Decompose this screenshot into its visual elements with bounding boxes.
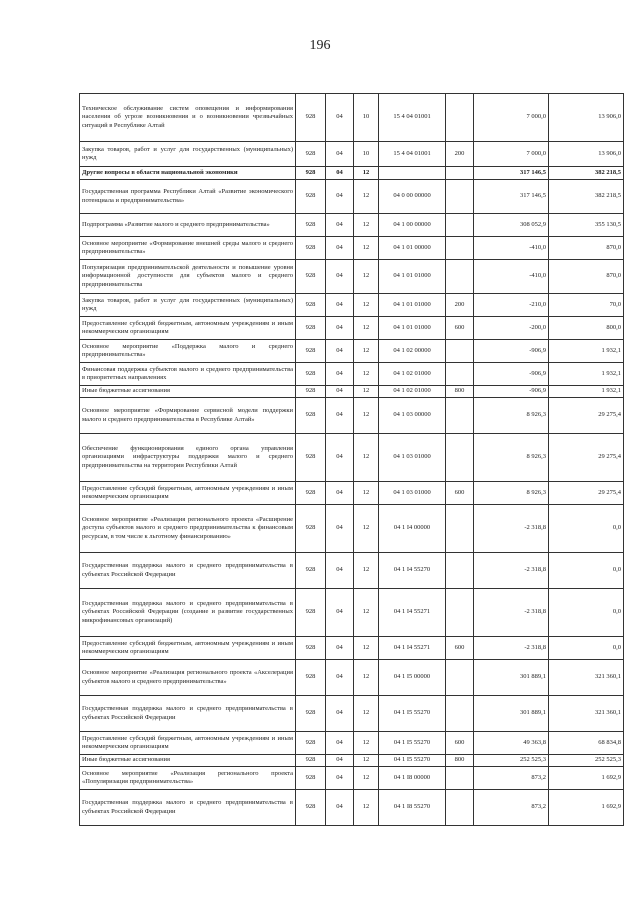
row-section: 04 [326, 94, 354, 142]
row-sum-total: 252 525,3 [549, 755, 624, 767]
table-row [80, 398, 624, 434]
row-sum-change: -906,9 [474, 386, 549, 398]
row-admin-code: 928 [296, 237, 326, 260]
row-admin-code: 928 [296, 167, 326, 180]
row-subsection: 12 [354, 505, 379, 553]
row-target-article: 04 0 00 00000 [379, 180, 446, 214]
row-target-article: 15 4 04 01001 [379, 94, 446, 142]
table-row [80, 94, 624, 142]
row-subsection: 12 [354, 660, 379, 696]
row-sum-total: 321 360,1 [549, 660, 624, 696]
row-expense-type [446, 434, 474, 482]
row-expense-type [446, 260, 474, 294]
row-target-article: 04 1 01 01000 [379, 294, 446, 317]
row-admin-code: 928 [296, 386, 326, 398]
page-number: 196 [309, 38, 331, 53]
table-row [80, 260, 624, 294]
row-sum-change: -410,0 [474, 260, 549, 294]
row-target-article: 04 1 I4 00000 [379, 505, 446, 553]
row-expense-type [446, 553, 474, 589]
row-expense-type [446, 237, 474, 260]
row-expense-type [446, 767, 474, 790]
row-sum-change: -2 318,8 [474, 505, 549, 553]
row-expense-type [446, 214, 474, 237]
row-subsection: 12 [354, 434, 379, 482]
row-admin-code: 928 [296, 434, 326, 482]
row-target-article: 04 1 I4 55271 [379, 589, 446, 637]
row-sum-total: 0,0 [549, 637, 624, 660]
row-sum-change: -2 318,8 [474, 589, 549, 637]
row-section: 04 [326, 553, 354, 589]
row-section: 04 [326, 589, 354, 637]
table-row [80, 790, 624, 826]
row-target-article: 04 1 02 01000 [379, 363, 446, 386]
row-sum-change: 8 926,3 [474, 482, 549, 505]
row-sum-total: 321 360,1 [549, 696, 624, 732]
row-expense-type [446, 167, 474, 180]
row-admin-code: 928 [296, 696, 326, 732]
row-sum-change: -2 318,8 [474, 637, 549, 660]
row-target-article: 04 1 00 00000 [379, 214, 446, 237]
row-target-article: 04 1 I8 55270 [379, 790, 446, 826]
row-section: 04 [326, 294, 354, 317]
row-name: Основное мероприятие «Поддержка малого и среднего предпринимательства» [80, 340, 296, 363]
row-expense-type: 200 [446, 142, 474, 167]
table-row [80, 589, 624, 637]
row-sum-total: 0,0 [549, 589, 624, 637]
row-target-article: 04 1 03 01000 [379, 434, 446, 482]
row-section: 04 [326, 363, 354, 386]
row-subsection: 12 [354, 363, 379, 386]
row-sum-total: 1 692,9 [549, 767, 624, 790]
row-target-article: 04 1 01 00000 [379, 237, 446, 260]
row-admin-code: 928 [296, 505, 326, 553]
row-admin-code: 928 [296, 553, 326, 589]
row-target-article: 04 1 I5 00000 [379, 660, 446, 696]
row-target-article: 04 1 I5 55270 [379, 755, 446, 767]
row-expense-type [446, 660, 474, 696]
row-sum-change: 252 525,3 [474, 755, 549, 767]
row-sum-total: 29 275,4 [549, 434, 624, 482]
table-row [80, 553, 624, 589]
table-row [80, 237, 624, 260]
row-sum-total: 13 906,0 [549, 94, 624, 142]
row-subsection: 12 [354, 180, 379, 214]
row-target-article: 04 1 I8 00000 [379, 767, 446, 790]
table-row [80, 732, 624, 755]
row-section: 04 [326, 637, 354, 660]
row-sum-change: -2 318,8 [474, 553, 549, 589]
row-sum-change: 873,2 [474, 767, 549, 790]
row-sum-total: 382 218,5 [549, 180, 624, 214]
table-row [80, 214, 624, 237]
row-sum-total: 29 275,4 [549, 482, 624, 505]
row-admin-code: 928 [296, 732, 326, 755]
row-section: 04 [326, 340, 354, 363]
row-sum-total: 1 932,1 [549, 386, 624, 398]
table-row [80, 180, 624, 214]
row-section: 04 [326, 398, 354, 434]
row-section: 04 [326, 167, 354, 180]
table-row [80, 340, 624, 363]
row-subsection: 12 [354, 237, 379, 260]
row-target-article: 04 1 03 01000 [379, 482, 446, 505]
row-expense-type: 600 [446, 732, 474, 755]
row-name: Иные бюджетные ассигнования [80, 755, 296, 767]
row-subsection: 10 [354, 94, 379, 142]
row-target-article: 04 1 I4 55270 [379, 553, 446, 589]
row-expense-type [446, 589, 474, 637]
row-subsection: 12 [354, 755, 379, 767]
table-row [80, 660, 624, 696]
row-section: 04 [326, 732, 354, 755]
row-section: 04 [326, 767, 354, 790]
row-admin-code: 928 [296, 317, 326, 340]
row-subsection: 12 [354, 637, 379, 660]
row-sum-total: 1 932,1 [549, 340, 624, 363]
row-section: 04 [326, 505, 354, 553]
row-section: 04 [326, 317, 354, 340]
row-admin-code: 928 [296, 340, 326, 363]
table-row [80, 505, 624, 553]
row-target-article: 04 1 I5 55270 [379, 696, 446, 732]
row-name: Государственная поддержка малого и среднего предпринимательства в субъектах Российской Федерации [80, 696, 296, 732]
row-sum-total: 870,0 [549, 260, 624, 294]
row-subsection: 12 [354, 386, 379, 398]
row-sum-change: 8 926,3 [474, 434, 549, 482]
table-row [80, 294, 624, 317]
row-target-article: 04 1 I4 55271 [379, 637, 446, 660]
row-admin-code: 928 [296, 260, 326, 294]
row-subsection: 12 [354, 790, 379, 826]
row-expense-type: 800 [446, 386, 474, 398]
row-admin-code: 928 [296, 755, 326, 767]
row-target-article: 04 1 I5 55270 [379, 732, 446, 755]
row-subsection: 12 [354, 214, 379, 237]
table-row [80, 142, 624, 167]
row-admin-code: 928 [296, 660, 326, 696]
row-name: Основное мероприятие «Реализация регионального проекта «Популяризация предпринимательства» [80, 767, 296, 790]
row-sum-change: 301 889,1 [474, 660, 549, 696]
row-name: Государственная поддержка малого и среднего предпринимательства в субъектах Российской Федерации [80, 790, 296, 826]
row-sum-total: 355 130,5 [549, 214, 624, 237]
table-row [80, 434, 624, 482]
table-row [80, 767, 624, 790]
table-row [80, 317, 624, 340]
row-expense-type: 600 [446, 637, 474, 660]
row-expense-type: 600 [446, 317, 474, 340]
row-section: 04 [326, 434, 354, 482]
row-expense-type: 200 [446, 294, 474, 317]
row-target-article: 04 1 02 01000 [379, 386, 446, 398]
row-sum-total: 0,0 [549, 553, 624, 589]
row-sum-total: 870,0 [549, 237, 624, 260]
row-subsection: 12 [354, 398, 379, 434]
row-subsection: 12 [354, 553, 379, 589]
table-row [80, 482, 624, 505]
row-name: Государственная поддержка малого и среднего предпринимательства в субъектах Российской Федерации [80, 553, 296, 589]
row-section: 04 [326, 696, 354, 732]
row-section: 04 [326, 386, 354, 398]
row-sum-total: 1 692,9 [549, 790, 624, 826]
row-sum-total: 0,0 [549, 505, 624, 553]
row-section: 04 [326, 790, 354, 826]
row-sum-change: 317 146,5 [474, 180, 549, 214]
row-name: Предоставление субсидий бюджетным, автономным учреждениям и иным некоммерческим организациям [80, 732, 296, 755]
row-name: Подпрограмма «Развитие малого и среднего предпринимательства» [80, 214, 296, 237]
row-admin-code: 928 [296, 180, 326, 214]
row-section: 04 [326, 237, 354, 260]
row-sum-change: 49 363,8 [474, 732, 549, 755]
row-subsection: 12 [354, 260, 379, 294]
row-name: Популяризация предпринимательской деятельности и повышение уровня информационной доступности для субъектов малого и среднего предпринимательства [80, 260, 296, 294]
row-name: Закупка товаров, работ и услуг для государственных (муниципальных) нужд [80, 142, 296, 167]
row-expense-type [446, 180, 474, 214]
row-sum-change: 7 000,0 [474, 94, 549, 142]
row-admin-code: 928 [296, 790, 326, 826]
row-sum-change: 317 146,5 [474, 167, 549, 180]
row-sum-change: -410,0 [474, 237, 549, 260]
row-expense-type [446, 398, 474, 434]
row-subsection: 12 [354, 340, 379, 363]
row-subsection: 12 [354, 732, 379, 755]
row-expense-type [446, 340, 474, 363]
table-row [80, 637, 624, 660]
row-sum-change: 301 889,1 [474, 696, 549, 732]
row-sum-change: -210,0 [474, 294, 549, 317]
row-name: Техническое обслуживание систем оповещения и информирования населения об угрозе возникновения и о возникновении чрезвычайных ситуаций в Республике Алтай [80, 94, 296, 142]
row-subsection: 12 [354, 294, 379, 317]
row-expense-type [446, 790, 474, 826]
budget-table [79, 93, 624, 826]
row-target-article [379, 167, 446, 180]
row-name: Предоставление субсидий бюджетным, автономным учреждениям и иным некоммерческим организациям [80, 482, 296, 505]
row-sum-total: 1 932,1 [549, 363, 624, 386]
row-sum-total: 800,0 [549, 317, 624, 340]
row-admin-code: 928 [296, 94, 326, 142]
table-row [80, 696, 624, 732]
row-section: 04 [326, 142, 354, 167]
row-admin-code: 928 [296, 589, 326, 637]
table-body [80, 94, 624, 826]
row-admin-code: 928 [296, 482, 326, 505]
row-name: Иные бюджетные ассигнования [80, 386, 296, 398]
row-section: 04 [326, 260, 354, 294]
row-section: 04 [326, 660, 354, 696]
row-name: Государственная программа Республики Алтай «Развитие экономического потенциала и предпринимательства» [80, 180, 296, 214]
row-target-article: 04 1 03 00000 [379, 398, 446, 434]
row-subsection: 10 [354, 142, 379, 167]
row-name: Основное мероприятие «Реализация регионального проекта «Акселерация субъектов малого и среднего предпринимательства» [80, 660, 296, 696]
row-expense-type [446, 505, 474, 553]
row-name: Основное мероприятие «Формирование внешней среды малого и среднего предпринимательства» [80, 237, 296, 260]
table-row [80, 363, 624, 386]
row-name: Государственная поддержка малого и среднего предпринимательства в субъектах Российской Федерации (создание и развитие государственных микрофинансовых организаций) [80, 589, 296, 637]
row-target-article: 04 1 01 01000 [379, 260, 446, 294]
row-expense-type [446, 696, 474, 732]
row-section: 04 [326, 214, 354, 237]
row-name: Закупка товаров, работ и услуг для государственных (муниципальных) нужд [80, 294, 296, 317]
row-sum-change: 7 000,0 [474, 142, 549, 167]
row-expense-type [446, 94, 474, 142]
table-row [80, 386, 624, 398]
row-name: Основное мероприятие «Реализация регионального проекта «Расширение доступа субъектов малого и среднего предпринимательства к финансовым ресурсам, в том числе к льготному финансированию» [80, 505, 296, 553]
row-target-article: 04 1 02 00000 [379, 340, 446, 363]
row-section: 04 [326, 180, 354, 214]
row-name: Другие вопросы в области национальной экономики [80, 167, 296, 180]
row-expense-type: 800 [446, 755, 474, 767]
row-admin-code: 928 [296, 398, 326, 434]
row-expense-type [446, 363, 474, 386]
row-name: Финансовая поддержка субъектов малого и среднего предпринимательства в приоритетных направлениях [80, 363, 296, 386]
row-subsection: 12 [354, 317, 379, 340]
row-section: 04 [326, 482, 354, 505]
row-sum-total: 68 834,8 [549, 732, 624, 755]
row-sum-change: 8 926,3 [474, 398, 549, 434]
row-name: Основное мероприятие «Формирование сервисной модели поддержки малого и среднего предпринимательства в Республике Алтай» [80, 398, 296, 434]
row-sum-change: 873,2 [474, 790, 549, 826]
row-admin-code: 928 [296, 214, 326, 237]
row-sum-change: 308 052,9 [474, 214, 549, 237]
row-subsection: 12 [354, 589, 379, 637]
row-sum-change: -906,9 [474, 340, 549, 363]
row-admin-code: 928 [296, 637, 326, 660]
row-expense-type: 600 [446, 482, 474, 505]
row-name: Предоставление субсидий бюджетным, автономным учреждениям и иным некоммерческим организациям [80, 637, 296, 660]
row-subsection: 12 [354, 767, 379, 790]
row-name: Обеспечение функционирования единого органа управления организациями инфраструктуры поддержки малого и среднего предпринимательства на территории Республики Алтай [80, 434, 296, 482]
row-admin-code: 928 [296, 363, 326, 386]
row-admin-code: 928 [296, 294, 326, 317]
row-sum-change: -906,9 [474, 363, 549, 386]
row-subsection: 12 [354, 696, 379, 732]
row-admin-code: 928 [296, 767, 326, 790]
row-admin-code: 928 [296, 142, 326, 167]
row-name: Предоставление субсидий бюджетным, автономным учреждениям и иным некоммерческим организациям [80, 317, 296, 340]
row-sum-total: 382 218,5 [549, 167, 624, 180]
row-sum-total: 29 275,4 [549, 398, 624, 434]
row-sum-total: 70,0 [549, 294, 624, 317]
row-subsection: 12 [354, 482, 379, 505]
row-target-article: 15 4 04 01001 [379, 142, 446, 167]
row-target-article: 04 1 01 01000 [379, 317, 446, 340]
row-sum-total: 13 906,0 [549, 142, 624, 167]
table-row [80, 755, 624, 767]
table-row [80, 167, 624, 180]
row-section: 04 [326, 755, 354, 767]
row-sum-change: -200,0 [474, 317, 549, 340]
row-subsection: 12 [354, 167, 379, 180]
